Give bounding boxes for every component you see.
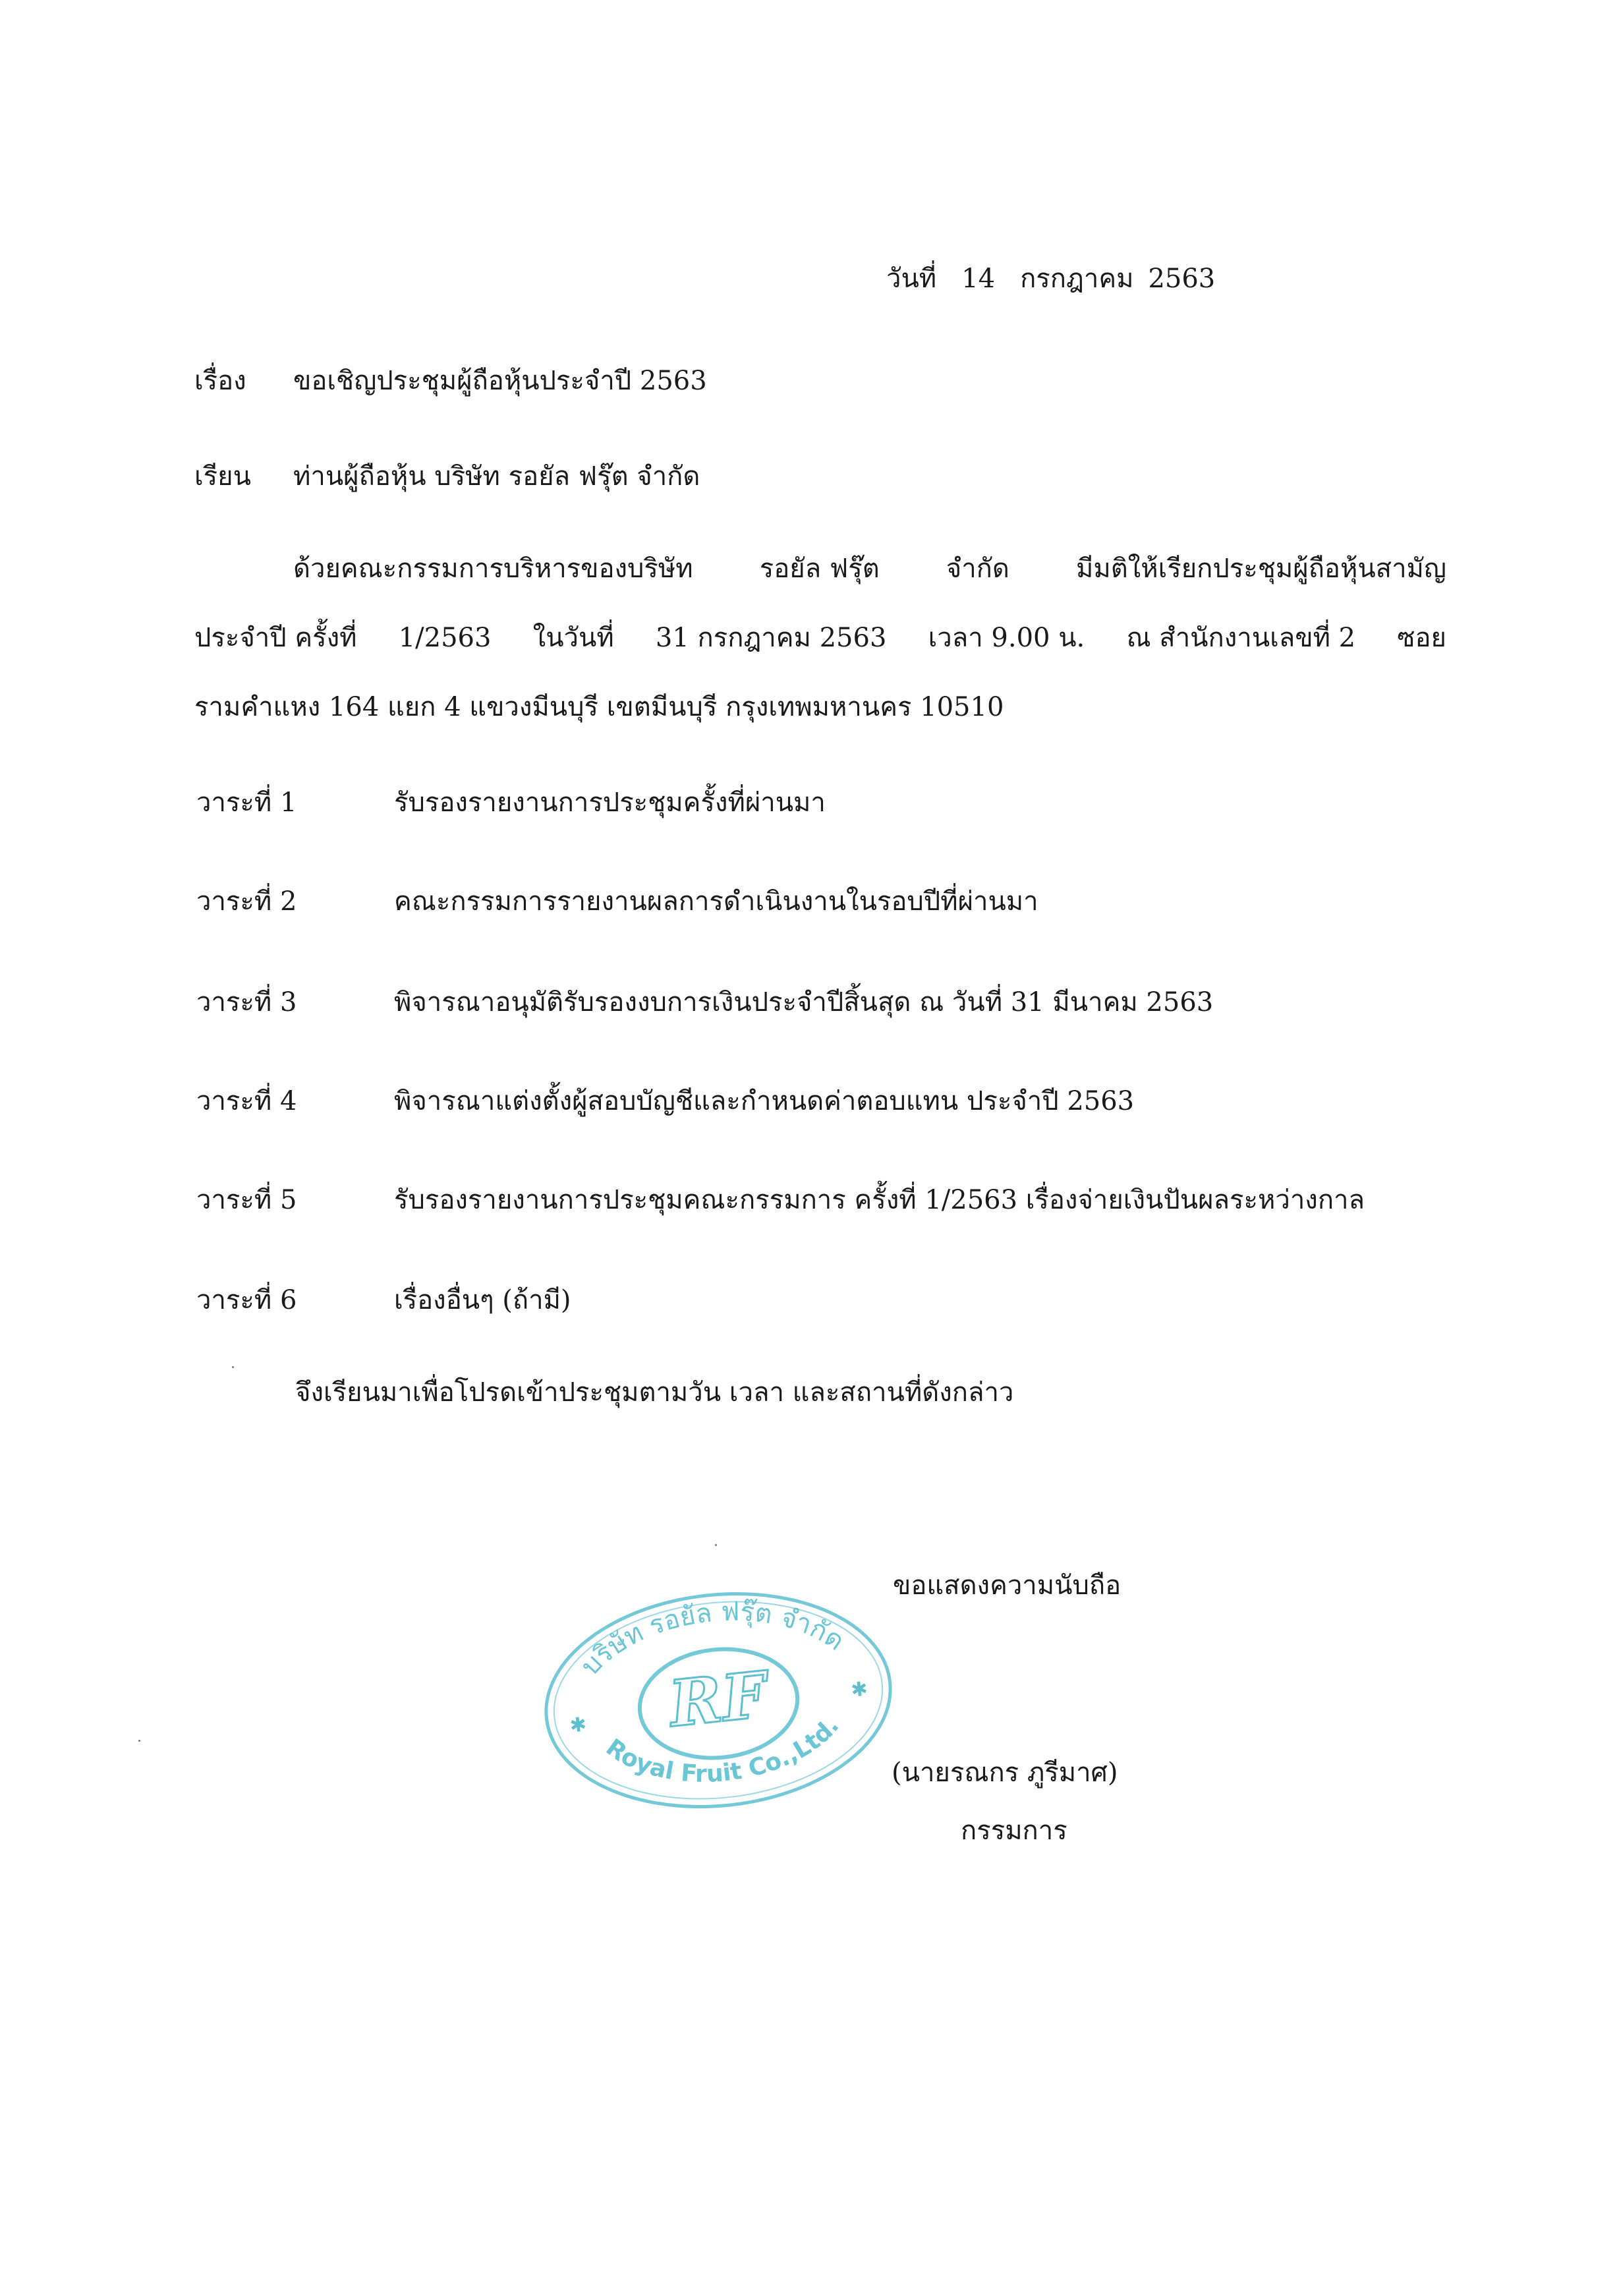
date-month: กรกฎาคม — [1020, 264, 1134, 294]
scan-speck — [138, 1740, 140, 1742]
agenda-text: รับรองรายงานการประชุมคณะกรรมการ ครั้งที่ 1/2563 เรื่องจ่ายเงินปันผลระหว่างกาล — [394, 1185, 1365, 1215]
body-line-3: รามคำแหง 164 แยก 4 แขวงมีนบุรี เขตมีนบุรี กรุงเทพมหานคร 10510 — [194, 692, 1004, 722]
body-text: ในวันที่ — [532, 623, 614, 653]
agenda-number: วาระที่ 5 — [196, 1185, 297, 1215]
body-text: มีมติให้เรียกประชุมผู้ถือหุ้นสามัญ — [1075, 554, 1446, 584]
company-stamp — [527, 1582, 909, 1819]
signer-name: (นายรณกร ภูรีมาศ) — [892, 1758, 1118, 1788]
subject-label: เรื่อง — [194, 366, 246, 396]
regards: ขอแสดงความนับถือ — [893, 1570, 1122, 1601]
agenda-number: วาระที่ 3 — [196, 987, 297, 1018]
body-text: ณ สำนักงานเลขที่ 2 — [1126, 623, 1356, 653]
subject-value: ขอเชิญประชุมผู้ถือหุ้นประจำปี 2563 — [293, 366, 707, 396]
stamp-star-icon: ✱ — [849, 1677, 869, 1702]
body-text: เวลา 9.00 น. — [928, 623, 1085, 653]
agenda-text: คณะกรรมการรายงานผลการดำเนินงานในรอบปีที่ผ่านมา — [394, 886, 1038, 917]
body-text: ประจำปี ครั้งที่ — [194, 623, 357, 653]
agenda-number: วาระที่ 1 — [196, 788, 297, 818]
body-text: รอยัล ฟรุ๊ต — [759, 554, 880, 584]
body-text: 31 กรกฎาคม 2563 — [655, 623, 887, 653]
body-line-2 — [194, 619, 1446, 656]
agenda-text: เรื่องอื่นๆ (ถ้ามี) — [394, 1285, 571, 1315]
date-day: 14 — [961, 264, 996, 294]
scan-speck — [715, 1544, 717, 1546]
scan-speck — [232, 1366, 234, 1368]
agenda-text: พิจารณาอนุมัติรับรองงบการเงินประจำปีสิ้นสุด ณ วันที่ 31 มีนาคม 2563 — [394, 987, 1214, 1018]
agenda-text: พิจารณาแต่งตั้งผู้สอบบัญชีและกำหนดค่าตอบแทน ประจำปี 2563 — [394, 1086, 1135, 1116]
agenda-number: วาระที่ 2 — [196, 886, 297, 917]
agenda-number: วาระที่ 4 — [196, 1086, 297, 1116]
body-text: ด้วยคณะกรรมการบริหารของบริษัท — [293, 554, 693, 584]
recipient-value: ท่านผู้ถือหุ้น บริษัท รอยัล ฟรุ๊ต จำกัด — [293, 461, 700, 492]
body-text: จำกัด — [946, 554, 1009, 584]
date-line — [886, 260, 1240, 297]
date-prefix: วันที่ — [886, 264, 937, 294]
stamp-star-icon: ✱ — [569, 1713, 588, 1738]
body-text: 1/2563 — [398, 623, 492, 653]
agenda-text: รับรองรายงานการประชุมครั้งที่ผ่านมา — [394, 788, 826, 818]
body-text: ซอย — [1397, 623, 1446, 653]
agenda-number: วาระที่ 6 — [196, 1285, 297, 1315]
stamp-monogram: RF — [666, 1657, 771, 1742]
stamp-bottom-text: Royal Fruit Co.,Ltd. — [600, 1712, 845, 1788]
body-line-1 — [293, 550, 1446, 587]
signer-position: กรรมการ — [961, 1816, 1067, 1846]
stamp-top-text: บริษัท รอยัล ฟรุ๊ต จำกัด — [575, 1596, 850, 1682]
closing-sentence: จึงเรียนมาเพื่อโปรดเข้าประชุมตามวัน เวลา และสถานที่ดังกล่าว — [295, 1377, 1014, 1408]
recipient-label: เรียน — [194, 461, 251, 492]
date-year: 2563 — [1148, 264, 1216, 294]
